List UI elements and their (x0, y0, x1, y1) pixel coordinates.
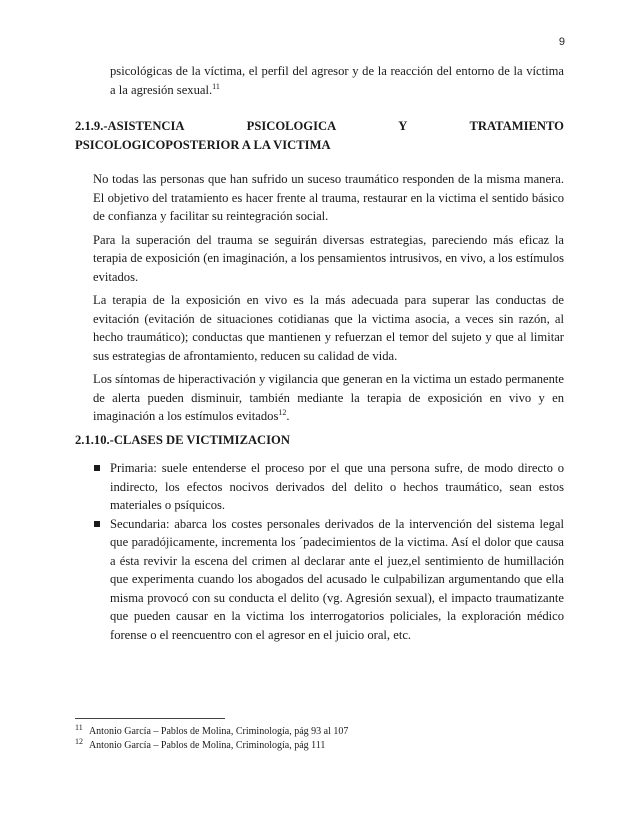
heading-word-4: TRATAMIENTO (469, 119, 564, 133)
section-heading-victimizacion: 2.1.10.-CLASES DE VICTIMIZACION (75, 432, 290, 447)
section-heading-asistencia (75, 117, 564, 154)
paragraph-2: Para la superación del trauma se seguirán diversas estrategias, pareciendo más eficaz la terapia de exposición (en imaginación, a los pensamientos intrusivos, en vivo, a los estímulos evitados. (93, 232, 564, 284)
intro-paragraph (75, 62, 564, 99)
list-item-text: Primaria: suele entenderse el proceso por el que una persona sufre, de modo directo o indirecto, los efectos nocivos derivados del delito o hechos traumático, sean estos materiales o psíquicos. (110, 461, 564, 512)
list-item (75, 515, 564, 645)
heading-word-3: Y (398, 119, 408, 133)
footnote-text: Antonio García – Pablos de Molina, Criminología, pág 93 al 107 (88, 726, 349, 737)
square-bullet-icon (94, 521, 100, 527)
paragraph-4-text: Los síntomas de hiperactivación y vigilancia que generan en la victima un estado permanente de alerta pueden disminuir, también mediante la terapia de exposición en vivo y en imaginación a los estímulos evitados (93, 372, 564, 423)
paragraph-1: No todas las personas que han sufrido un suceso traumático responden de la misma manera. El objetivo del tratamiento es hacer frente al trauma, restaurar en la victima el sentido básico de confianza y facilitar su reintegración social. (93, 172, 564, 223)
paragraph-4 (75, 370, 564, 426)
paragraph-4-end: . (286, 409, 290, 423)
heading-word-1: 2.1.9.-ASISTENCIA (75, 119, 185, 133)
page-number: 9 (558, 36, 565, 48)
footnote-ref-12[interactable]: 12 (278, 407, 287, 417)
footnote-text: Antonio García – Pablos de Molina, Criminología, pág 111 (88, 740, 326, 751)
list-item-text: Secundaria: abarca los costes personales derivados de la intervención del sistema legal que paradójicamente, incrementa los ´padecimientos de la victima. Así el dolor que causa a ésta revivir la escena del crimen al declarar ante el juez,el sentimiento de humillación que experimenta cuando los abogados del acusado le culpabilizan argumentando que ella misma provocó con su conducta el delito (vg. Agresión sexual), el impacto traumatizante que pueden causar en la victima los interrogatorios policiales, la exploración médico forense o el reencuentro con el agresor en el juicio oral, etc. (110, 516, 564, 642)
footnote-ref-11[interactable]: 11 (212, 81, 220, 91)
victimization-list (75, 459, 564, 644)
square-bullet-icon (94, 465, 100, 471)
footnote-11: 11 Antonio García – Pablos de Molina, Criminología, pág 93 al 107 (75, 722, 349, 737)
footnote-divider (75, 718, 225, 719)
list-item (75, 459, 564, 515)
section-heading-line-2: PSICOLOGICOPOSTERIOR A LA VICTIMA (75, 137, 331, 152)
footnote-12: 12 Antonio García – Pablos de Molina, Criminología, pág 111 (75, 736, 326, 751)
section-heading-line-1 (75, 117, 564, 136)
footnotes (75, 722, 564, 753)
page-content (75, 62, 564, 644)
spacer (75, 154, 564, 170)
heading-word-2: PSICOLOGICA (246, 119, 337, 133)
intro-text: psicológicas de la víctima, el perfil del agresor y de la reacción del entorno de la víctima a la agresión sexual. (110, 64, 564, 97)
paragraph-3: La terapia de la exposición en vivo es la más adecuada para superar las conductas de evitación (evitación de situaciones cotidianas que la victima asocia, a veces sin razón, al hecho traumático); conductas que mantienen y refuerzan el temor del sujeto y que al limitar sus estrategias de afrontamiento, reducen su calidad de vida. (93, 293, 564, 363)
